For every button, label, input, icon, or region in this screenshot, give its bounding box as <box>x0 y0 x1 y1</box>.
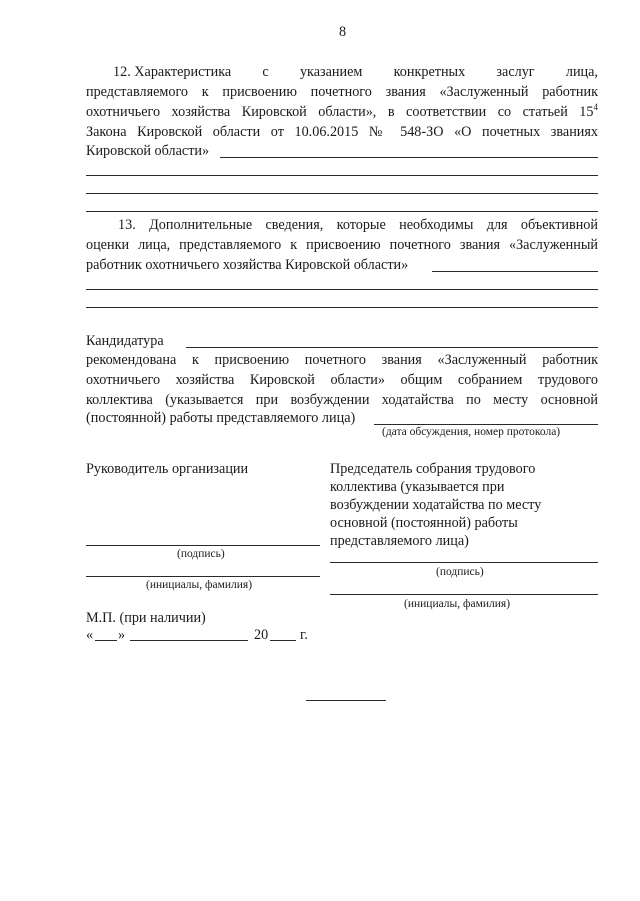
date-year-prefix: 20 <box>254 627 269 643</box>
left-signature-line[interactable] <box>86 545 320 546</box>
date-close-quote: » <box>118 627 126 643</box>
s13-fill-line[interactable] <box>86 289 598 290</box>
right-signer-title-line: представляемого лица) <box>330 533 469 549</box>
protocol-caption: (дата обсуждения, номер протокола) <box>382 426 561 438</box>
section13-line2: оценки лица, представляемого к присвоению почетного звания «Заслуженный <box>86 237 598 253</box>
end-separator <box>306 700 386 701</box>
section12-line3 <box>86 104 598 121</box>
candidacy-label: Кандидатура <box>86 333 164 349</box>
right-signer-title-line: возбуждении ходатайства по месту <box>330 497 542 513</box>
section12-line2: представляемого к присвоению почетного звания «Заслуженный работник <box>86 84 598 100</box>
candidacy-line2: охотничьего хозяйства Кировской области» общим собранием трудового <box>86 372 598 388</box>
s12-word: заслуг <box>496 64 535 80</box>
s12-word: лица, <box>565 64 598 80</box>
s12-word: 12. Характеристика <box>113 64 232 80</box>
date-month-line[interactable] <box>130 640 248 641</box>
s12-fill-line[interactable] <box>86 193 598 194</box>
s12-superscript: 4 <box>593 102 598 112</box>
section12-line1 <box>113 64 598 81</box>
date-year-suffix: г. <box>300 627 308 643</box>
page-number: 8 <box>339 24 347 40</box>
right-signer-title-line: коллектива (указывается при <box>330 479 505 495</box>
s12-word: указанием <box>299 64 363 80</box>
section13-line1: 13. Дополнительные сведения, которые необходимы для объективной <box>118 217 598 233</box>
date-open-quote: « <box>86 627 94 643</box>
section12-line4: Закона Кировской области от 10.06.2015 № 548-ЗО «О почетных званиях <box>86 124 598 140</box>
right-signature-line[interactable] <box>330 562 598 563</box>
section12-line5: Кировской области» <box>86 143 210 159</box>
s12-fill-line[interactable] <box>86 211 598 212</box>
s12-fill-line[interactable] <box>86 175 598 176</box>
s12-word: с <box>262 64 269 80</box>
protocol-fill-line[interactable] <box>374 424 598 425</box>
stamp-label: М.П. (при наличии) <box>86 610 206 626</box>
date-year-line[interactable] <box>270 640 296 641</box>
s12-word: конкретных <box>393 64 466 80</box>
left-name-caption: (инициалы, фамилия) <box>146 579 253 591</box>
left-signature-caption: (подпись) <box>177 548 225 560</box>
candidacy-fill-line[interactable] <box>186 347 598 348</box>
s13-fill-line[interactable] <box>432 271 598 272</box>
right-name-line[interactable] <box>330 594 598 595</box>
candidacy-line3: коллектива (указывается при возбуждении ходатайства по месту основной <box>86 392 598 408</box>
candidacy-line1: рекомендована к присвоению почетного звания «Заслуженный работник <box>86 352 598 368</box>
right-signer-title-line: основной (постоянной) работы <box>330 515 518 531</box>
candidacy-line4: (постоянной) работы представляемого лица) <box>86 410 356 426</box>
s13-fill-line[interactable] <box>86 307 598 308</box>
right-name-caption: (инициалы, фамилия) <box>404 598 511 610</box>
s12-fill-line[interactable] <box>220 157 598 158</box>
section13-line3: работник охотничьего хозяйства Кировской области» <box>86 257 409 273</box>
left-name-line[interactable] <box>86 576 320 577</box>
date-day-line[interactable] <box>95 640 117 641</box>
left-signer-title: Руководитель организации <box>86 461 249 477</box>
right-signer-title-line: Председатель собрания трудового <box>330 461 536 477</box>
s12-line3-text: охотничьего хозяйства Кировской области», в соответствии со статьей 15 <box>86 104 594 120</box>
right-signature-caption: (подпись) <box>436 566 484 578</box>
